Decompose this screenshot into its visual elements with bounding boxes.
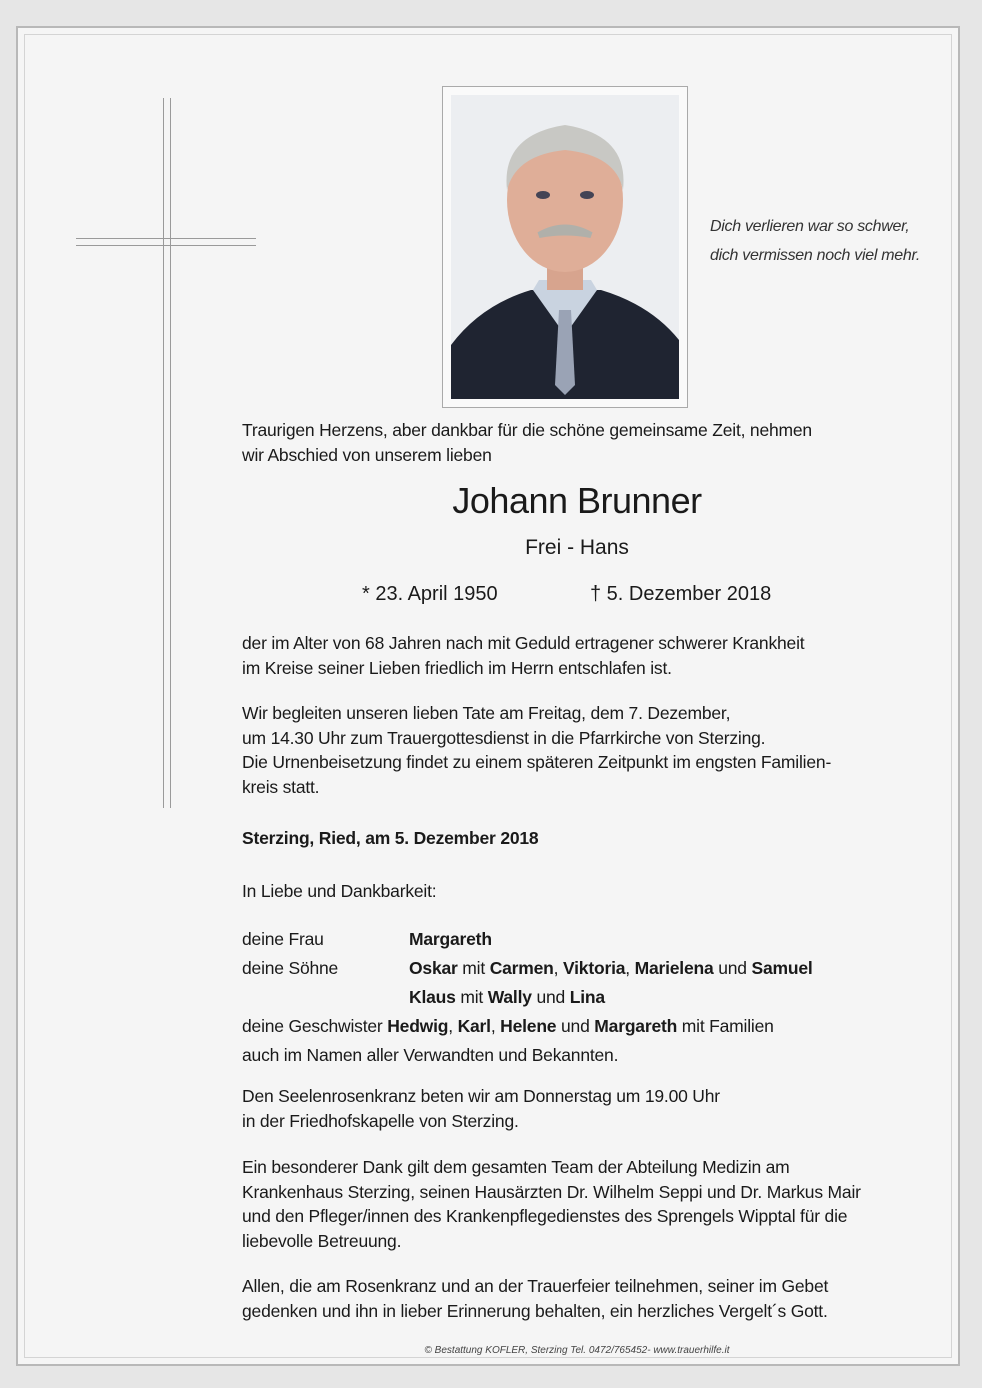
family-list xyxy=(242,925,813,1070)
family-row xyxy=(242,1041,813,1070)
family-member-name: Carmen xyxy=(489,958,554,978)
text-line: der im Alter von 68 Jahren nach mit Geduld ertragener schwerer Krankheit xyxy=(242,633,805,653)
family-member-name: Margareth xyxy=(409,929,492,949)
family-row xyxy=(242,954,813,983)
death-date: † 5. Dezember 2018 xyxy=(590,583,772,605)
family-connector: , xyxy=(448,1016,458,1036)
text-line: und den Pfleger/innen des Krankenpflegedienstes des Sprengels Wipptal für die xyxy=(242,1206,848,1226)
family-relation: deine Frau xyxy=(242,929,324,949)
family-connector: mit Familien xyxy=(677,1016,774,1036)
family-member-name: Samuel xyxy=(751,958,813,978)
family-relation: auch im Namen aller Verwandten und Bekannten. xyxy=(242,1045,619,1065)
portrait-frame xyxy=(442,86,688,408)
family-connector: mit xyxy=(455,987,488,1007)
family-member-name: Klaus xyxy=(409,987,456,1007)
cross-horizontal xyxy=(76,238,256,246)
place-date: Sterzing, Ried, am 5. Dezember 2018 xyxy=(242,828,539,848)
family-connector: , xyxy=(553,958,563,978)
family-connector: und xyxy=(556,1016,595,1036)
family-row xyxy=(242,1012,813,1041)
quote xyxy=(710,212,920,270)
footer-imprint: © Bestattung KOFLER, Sterzing Tel. 0472/765452- www.trauerhilfe.it xyxy=(424,1345,730,1356)
family-row xyxy=(242,925,813,954)
family-member-name: Oskar xyxy=(409,958,458,978)
text-line: Traurigen Herzens, aber dankbar für die schöne gemeinsame Zeit, nehmen xyxy=(242,420,812,440)
paragraph-funeral xyxy=(242,701,831,799)
family-relation: deine Söhne xyxy=(242,958,339,978)
text-line: Allen, die am Rosenkranz und an der Trauerfeier teilnehmen, seiner im Gebet xyxy=(242,1276,829,1296)
paragraph-thanks xyxy=(242,1155,861,1253)
cross-vertical xyxy=(163,98,171,808)
family-member-name: Marielena xyxy=(634,958,714,978)
birth-date: * 23. April 1950 xyxy=(362,583,498,605)
intro-text xyxy=(242,418,812,467)
portrait-photo xyxy=(451,95,679,399)
family-connector: , xyxy=(490,1016,501,1036)
quote-line: Dich verlieren war so schwer, xyxy=(710,218,910,235)
family-connector: und xyxy=(713,958,752,978)
family-row xyxy=(242,983,813,1012)
family-connector: mit xyxy=(457,958,490,978)
family-member-name: Helene xyxy=(500,1016,557,1036)
quote-line: dich vermissen noch viel mehr. xyxy=(710,247,921,264)
text-line: Die Urnenbeisetzung findet zu einem späteren Zeitpunkt im engsten Familien- xyxy=(242,752,832,772)
in-love-heading: In Liebe und Dankbarkeit: xyxy=(242,881,437,901)
family-relation: deine Geschwister xyxy=(242,1016,388,1036)
paragraph-passing xyxy=(242,631,804,680)
text-line: Ein besonderer Dank gilt dem gesamten Team der Abteilung Medizin am xyxy=(242,1157,790,1177)
family-member-name: Viktoria xyxy=(562,958,626,978)
text-line: Krankenhaus Sterzing, seinen Hausärzten Dr. Wilhelm Seppi und Dr. Markus Mair xyxy=(242,1181,861,1202)
text-line: gedenken und ihn in lieber Erinnerung behalten, ein herzliches Vergelt´s Gott. xyxy=(242,1300,828,1321)
paragraph-rosary xyxy=(242,1084,720,1133)
family-member-name: Margareth xyxy=(594,1016,678,1036)
text-line: Wir begleiten unseren lieben Tate am Freitag, dem 7. Dezember, xyxy=(242,703,731,723)
text-line: um 14.30 Uhr zum Trauergottesdienst in die Pfarrkirche von Sterzing. xyxy=(242,727,766,748)
family-member-name: Karl xyxy=(457,1016,491,1036)
nickname: Frei - Hans xyxy=(525,536,629,559)
paragraph-closing xyxy=(242,1274,828,1323)
deceased-name: Johann Brunner xyxy=(452,480,702,521)
family-member-name: Wally xyxy=(487,987,532,1007)
text-line: in der Friedhofskapelle von Sterzing. xyxy=(242,1110,519,1131)
text-line: kreis statt. xyxy=(242,776,320,797)
family-connector: und xyxy=(531,987,570,1007)
text-line: im Kreise seiner Lieben friedlich im Herrn entschlafen ist. xyxy=(242,657,672,678)
family-member-name: Hedwig xyxy=(387,1016,449,1036)
text-line: liebevolle Betreuung. xyxy=(242,1230,402,1251)
family-connector: , xyxy=(625,958,635,978)
text-line: wir Abschied von unserem lieben xyxy=(242,444,492,465)
text-line: Den Seelenrosenkranz beten wir am Donnerstag um 19.00 Uhr xyxy=(242,1086,720,1106)
family-member-name: Lina xyxy=(569,987,605,1007)
